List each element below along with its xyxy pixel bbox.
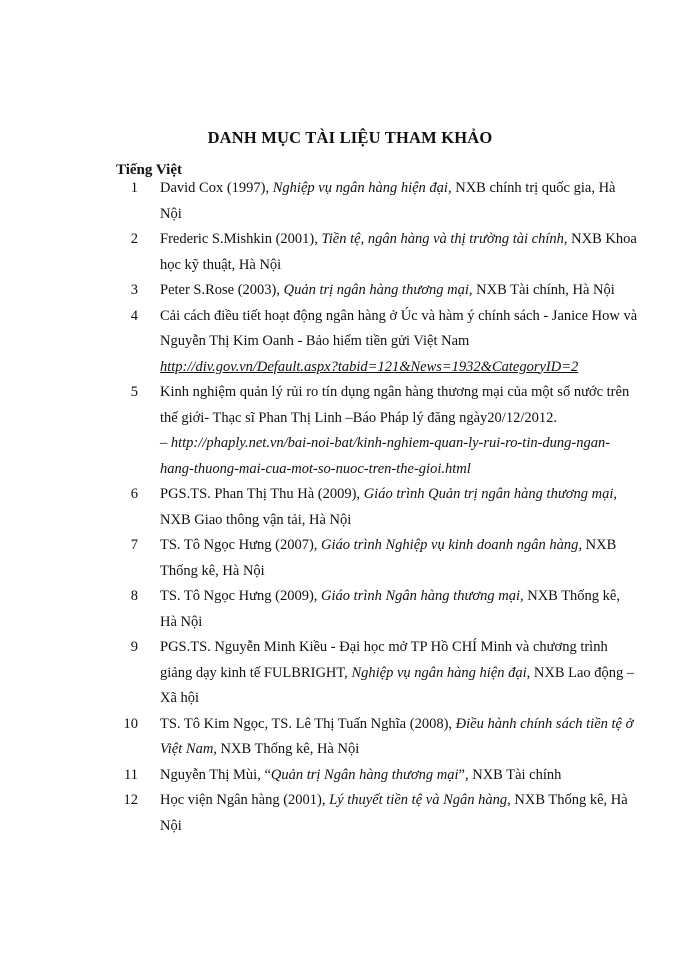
reference-item bbox=[118, 712, 638, 763]
section-heading: Tiếng Việt bbox=[116, 162, 182, 178]
reference-url-link[interactable]: – http://phaply.net.vn/bai-noi-bat/kinh-nghiem-quan-ly-rui-ro-tin-dung-ngan-hang-thuong-mai-cua-mot-so-nuoc-tren-the-gioi.html bbox=[160, 435, 611, 477]
reference-number: 5 bbox=[130, 384, 138, 400]
reference-item bbox=[118, 482, 638, 533]
reference-list bbox=[118, 176, 638, 839]
reference-text: TS. Tô Ngọc Hưng (2007), bbox=[160, 537, 322, 553]
reference-title: Điều hành chính sách tiền tệ ở Việt Nam, bbox=[160, 715, 634, 757]
reference-number: 4 bbox=[130, 307, 138, 324]
reference-title: Quản trị Ngân hàng thương mại bbox=[270, 766, 459, 783]
reference-text: Frederic S.Mishkin (2001), bbox=[160, 231, 322, 247]
reference-text: Cải cách điều tiết hoạt động ngân hàng ở Úc và hàm ý chính sách - Janice How và Nguyễn Thị Kim Oanh - Bảo hiểm tiền gửi Việt Nam bbox=[160, 307, 638, 349]
reference-title: Nghiệp vụ ngân hàng hiện đại bbox=[351, 664, 527, 681]
reference-text: Nguyễn Thị Mùi, “ bbox=[160, 766, 271, 783]
reference-number: 12 bbox=[123, 792, 138, 808]
reference-item bbox=[118, 304, 638, 381]
reference-item bbox=[118, 533, 638, 584]
reference-publisher: , NXB Thống kê, Hà Nội bbox=[160, 792, 628, 834]
reference-number: 1 bbox=[130, 180, 138, 196]
reference-number: 7 bbox=[130, 537, 138, 553]
reference-publisher: NXB Khoa học kỹ thuật, Hà Nội bbox=[160, 231, 637, 273]
reference-item bbox=[118, 788, 638, 839]
reference-title: Lý thuyết tiền tệ và Ngân hàng bbox=[329, 792, 508, 808]
reference-title: Quản trị ngân hàng thương mại, bbox=[283, 282, 473, 298]
reference-title: Giáo trình Ngân hàng thương mại, bbox=[321, 588, 524, 604]
reference-title: Nghiệp vụ ngân hàng hiện đại, bbox=[272, 180, 452, 196]
reference-text: TS. Tô Ngọc Hưng (2009), bbox=[160, 588, 322, 604]
reference-number: 2 bbox=[130, 231, 138, 247]
reference-title: Giáo trình Quản trị ngân hàng thương mại, bbox=[363, 486, 617, 502]
reference-item bbox=[118, 227, 638, 278]
reference-number: 8 bbox=[130, 588, 138, 604]
reference-publisher: NXB Giao thông vận tải, Hà Nội bbox=[160, 511, 352, 528]
reference-publisher: NXB Tài chính, Hà Nội bbox=[472, 282, 615, 298]
reference-publisher: NXB Thống kê, Hà Nội bbox=[160, 588, 620, 630]
reference-title: Tiền tệ, ngân hàng và thị trường tài chính, bbox=[321, 231, 568, 247]
reference-publisher: NXB chính trị quốc gia, Hà Nội bbox=[160, 180, 616, 222]
reference-item bbox=[118, 278, 638, 304]
reference-item bbox=[118, 763, 638, 789]
reference-text: TS. Tô Kim Ngọc, TS. Lê Thị Tuấn Nghĩa (2008), bbox=[160, 715, 456, 732]
reference-text: Học viện Ngân hàng (2001), bbox=[160, 792, 330, 808]
reference-number: 11 bbox=[124, 766, 138, 783]
reference-text: Kinh nghiệm quản lý rủi ro tín dụng ngân hàng thương mại của một số nước trên thế giới- Thạc sĩ Phan Thị Linh –Báo Pháp lý đăng ngày20/12/2012. bbox=[160, 384, 630, 426]
reference-publisher: , NXB Lao động – Xã hội bbox=[160, 664, 635, 706]
page-title: DANH MỤC TÀI LIỆU THAM KHẢO bbox=[207, 128, 493, 147]
reference-publisher: NXB Thống kê, Hà Nội bbox=[160, 537, 617, 579]
reference-number: 3 bbox=[130, 282, 138, 298]
reference-item bbox=[118, 584, 638, 635]
reference-item bbox=[118, 176, 638, 227]
reference-text: David Cox (1997), bbox=[160, 180, 273, 196]
reference-publisher: ”, NXB Tài chính bbox=[458, 766, 562, 783]
reference-number: 9 bbox=[130, 639, 138, 655]
reference-text: Peter S.Rose (2003), bbox=[160, 282, 284, 298]
reference-item bbox=[118, 380, 638, 482]
reference-number: 10 bbox=[123, 715, 138, 732]
reference-url-link[interactable]: http://div.gov.vn/Default.aspx?tabid=121&News=1932&CategoryID=2 bbox=[160, 358, 579, 375]
reference-publisher: NXB Thống kê, Hà Nội bbox=[216, 741, 360, 757]
reference-text: PGS.TS. Phan Thị Thu Hà (2009), bbox=[160, 486, 364, 502]
reference-number: 6 bbox=[130, 486, 138, 502]
reference-text: PGS.TS. Nguyễn Minh Kiều - Đại học mở TP Hồ CHÍ Minh và chương trình giảng dạy kinh tế FULBRIGHT, bbox=[160, 639, 608, 681]
reference-item bbox=[118, 635, 638, 712]
reference-title: Giáo trình Nghiệp vụ kinh doanh ngân hàng, bbox=[321, 537, 583, 553]
